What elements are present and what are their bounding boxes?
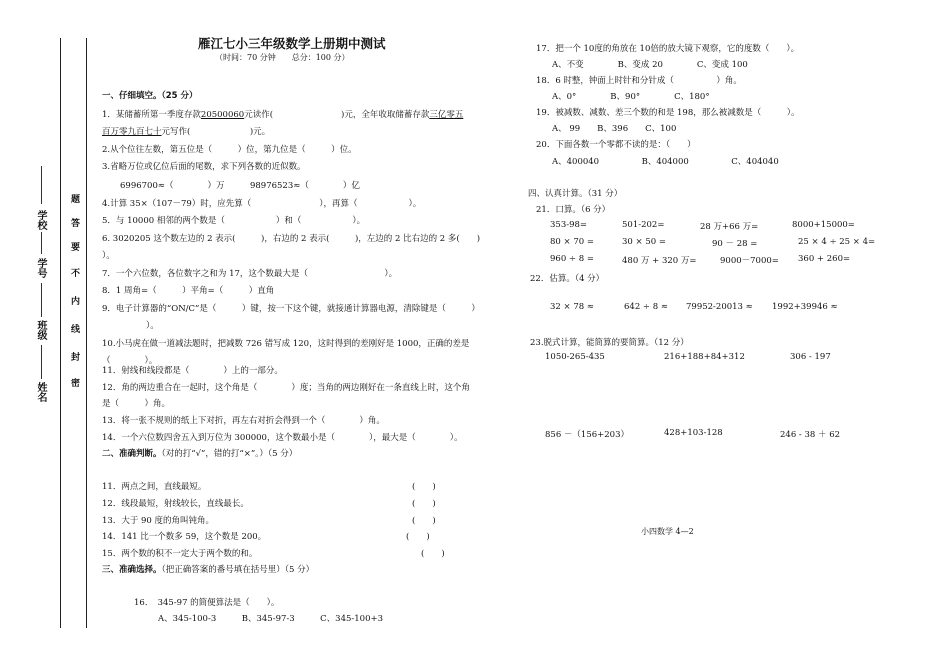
calc-2-2: 428+103-128 — [664, 428, 723, 438]
q1-words-2: 百万零九百七十 — [102, 127, 162, 137]
oral-2-4: 25 × 4 ÷ 25 × 4= — [798, 237, 876, 247]
binding-line-inner — [86, 38, 87, 628]
q10-line-2: （ ）。 — [102, 356, 158, 366]
class-label: 班级 — [35, 320, 46, 340]
oral-3-4: 360 + 260= — [798, 254, 851, 264]
student-number-label: 学号 — [35, 258, 46, 278]
judge-box-13[interactable]: ( ) — [412, 516, 436, 526]
school-label: 学校 — [35, 210, 46, 230]
q23: 23.脱式计算，能简算的要简算。（12 分） — [530, 338, 689, 348]
seal-char-3: 要 — [69, 242, 79, 251]
binding-line-outer — [60, 38, 61, 628]
page-title: 雁江七小三年级数学上册期中测试 — [198, 36, 386, 51]
q1-line-1: 1．某储蓄所第一季度存款20500060元读作( )元，全年收取储蓄存款三亿零五 — [102, 110, 464, 120]
section-3-heading: 三、准确选择。（把正确答案的番号填在括号里）（5 分） — [102, 565, 315, 575]
q7: 7．一个六位数，各位数字之和为 17，这个数最大是（ ）。 — [102, 269, 398, 279]
page-footer: 小四数学 4—2 — [641, 527, 694, 536]
judge-item-11: 11．两点之间，直线最短。 — [102, 482, 207, 492]
q21: 21．口算。（6 分） — [536, 205, 611, 215]
q10-line-1: 10.小马虎在做一道减法题时，把减数 726 错写成 120，这时得到的差刚好是 1000，正确的差是 — [102, 339, 470, 349]
q17-options: A、不变 B、变成 20 C、变成 100 — [552, 60, 748, 70]
calc-1-2: 216+188+84+312 — [664, 352, 745, 362]
estimate-4: 1992+39946 ≈ — [772, 302, 838, 312]
q14: 14．一个六位数四舍五入到万位为 300000，这个数最小是（ ），最大是（ ）。 — [102, 433, 463, 443]
q6-line-1: 6. 3020205 这个数左边的 2 表示( )，右边的 2 表示( )，左边的 2 比右边的 2 多( ) — [102, 234, 481, 244]
q1-number: 20500060 — [200, 110, 245, 120]
judge-item-12: 12．线段最短，射线较长，直线最长。 — [102, 499, 249, 509]
q13: 13．将一张不规则的纸上下对折，再左右对折会得到一个（ ）角。 — [102, 416, 385, 426]
calc-2-1: 856 －（156+203） — [545, 430, 629, 440]
q11: 11．射线和线段都是（ ）上的一部分。 — [102, 366, 283, 376]
q18: 18．6 时整，钟面上时针和分针成（ ）角。 — [536, 76, 742, 86]
school-blank — [41, 166, 42, 204]
judge-box-12[interactable]: ( ) — [412, 499, 436, 509]
oral-1-2: 501-202= — [622, 220, 665, 230]
section-4-heading: 四、认真计算。（31 分） — [528, 189, 623, 199]
q9-line-1: 9．电子计算器的“ON/C”是（ ）键，按一下这个键，就接通计算器电源，清除键是（ ） — [102, 304, 480, 314]
estimate-1: 32 × 78 ≈ — [550, 302, 594, 312]
estimate-2: 642 ÷ 8 ≈ — [624, 302, 668, 312]
section-1-heading: 一、仔细填空。（25 分） — [102, 91, 198, 101]
q16-options: A、345-100-3 B、345-97-3 C、345-100+3 — [158, 614, 384, 624]
judge-box-14[interactable]: ( ) — [406, 532, 430, 542]
oral-2-3: 90 － 28 = — [712, 239, 758, 249]
q4: 4.计算 35×（107－79）时，应先算（ ），再算（ ）。 — [102, 199, 422, 209]
q8: 8．1 周角=（ ）平角=（ ）直角 — [102, 286, 275, 296]
q6-line-2: ）。 — [102, 251, 115, 261]
q16: 16． 345-97 的简便算法是（ ）。 — [134, 598, 280, 608]
oral-3-1: 960 ÷ 8 = — [550, 254, 594, 264]
oral-3-2: 480 万 + 320 万= — [622, 256, 697, 266]
calc-1-3: 306 - 197 — [790, 352, 831, 362]
q1-words-1: 三亿零五 — [429, 110, 464, 120]
judge-item-13: 13．大于 90 度的角叫钝角。 — [102, 516, 215, 526]
student-number-blank — [41, 232, 42, 254]
seal-char-4: 不 — [69, 268, 79, 277]
q2: 2.从个位往左数，第五位是（ ）位，第九位是（ ）位。 — [102, 145, 357, 155]
q3-items: 6996700≈（ ）万 98976523≈（ ）亿 — [120, 181, 360, 191]
seal-char-2: 答 — [69, 218, 79, 227]
q19-options: A、 99 B、396 C、100 — [552, 124, 677, 134]
seal-char-8: 密 — [69, 378, 79, 387]
oral-2-2: 30 × 50 = — [622, 237, 666, 247]
oral-1-1: 353-98= — [550, 220, 588, 230]
page-subtitle: （时间：70 分钟 总分：100 分） — [215, 53, 350, 62]
judge-item-15: 15．两个数的积不一定大于两个数的和。 — [102, 549, 258, 559]
oral-2-1: 80 × 70 = — [550, 237, 594, 247]
q12-line-2: 是（ ）角。 — [102, 399, 171, 409]
oral-3-3: 9000－7000= — [720, 256, 779, 266]
q22: 22．估算。（4 分） — [530, 274, 605, 284]
judge-box-15[interactable]: ( ) — [421, 549, 445, 559]
q3: 3.省略万位或亿位后面的尾数，求下列各数的近似数。 — [102, 162, 306, 172]
q19: 19．被减数、减数、差三个数的和是 198，那么被减数是（ ）。 — [536, 108, 800, 118]
name-label: 姓名 — [35, 382, 46, 402]
q9-line-2: ）。 — [146, 321, 159, 331]
q20: 20．下面各数一个零都不读的是：（ ） — [536, 140, 696, 150]
seal-char-5: 内 — [69, 296, 79, 305]
judge-box-11[interactable]: ( ) — [412, 482, 436, 492]
oral-1-3: 28 万+66 万= — [700, 222, 759, 232]
calc-1-1: 1050-265-435 — [545, 352, 605, 362]
seal-char-7: 封 — [69, 352, 79, 361]
q12-line-1: 12．角的两边重合在一起时，这个角是（ ）度；当角的两边刚好在一条直线上时，这个角 — [102, 383, 470, 393]
q17: 17．把一个 10度的角放在 10倍的放大镜下观察，它的度数（ ）。 — [536, 44, 800, 54]
judge-item-14: 14．141 比一个数多 59，这个数是 200。 — [102, 532, 267, 542]
q5: 5．与 10000 相邻的两个数是（ ）和（ ）。 — [102, 216, 366, 226]
q1-line-2: 百万零九百七十元写作( )元。 — [102, 127, 271, 137]
section-2-heading: 二、准确判断。（对的打“√”，错的打“×”。）（5 分） — [102, 449, 298, 459]
class-blank — [41, 283, 42, 317]
q18-options: A、0° B、90° C、180° — [552, 92, 710, 102]
calc-2-3: 246 - 38 ＋ 62 — [780, 430, 841, 440]
q20-options: A、400040 B、404000 C、404040 — [552, 157, 779, 167]
oral-1-4: 8000+15000= — [792, 220, 855, 230]
seal-char-6: 线 — [69, 324, 79, 333]
seal-char-1: 题 — [69, 194, 79, 203]
estimate-3: 79952-20013 ≈ — [686, 302, 753, 312]
name-blank — [41, 345, 42, 379]
